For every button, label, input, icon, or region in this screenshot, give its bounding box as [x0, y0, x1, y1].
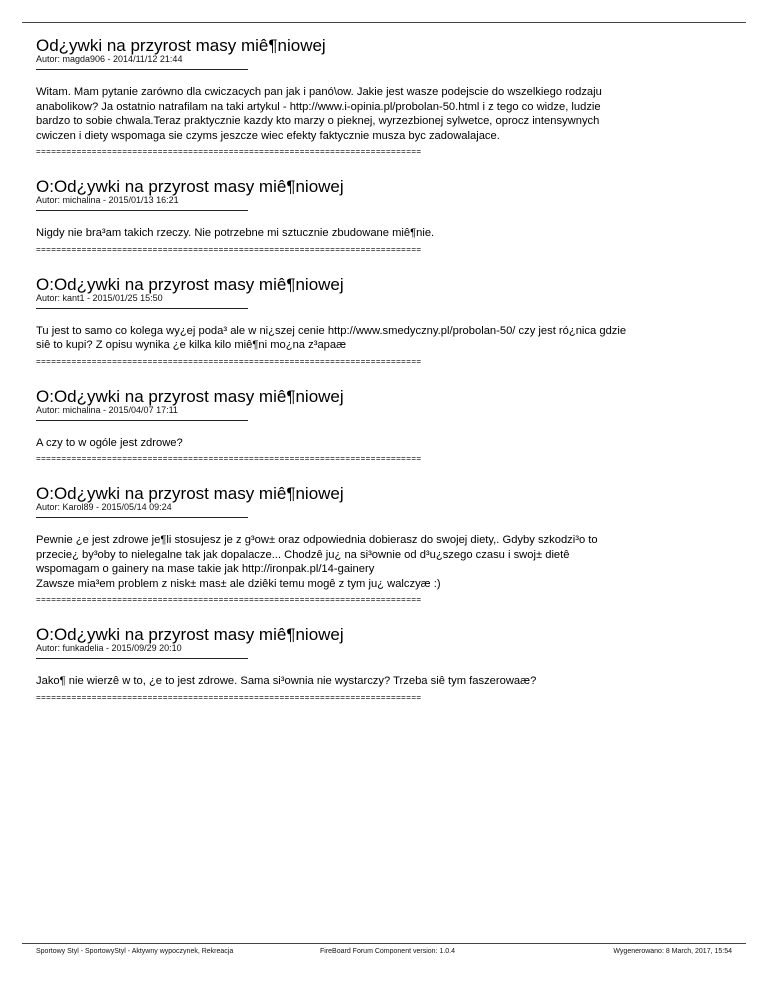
author-divider [36, 69, 248, 70]
post-body: Tu jest to samo co kolega wy¿ej poda³ ale w ni¿szej cenie http://www.smedyczny.pl/probolan-50/ czy jest ró¿nica gdzie siê to kupi? Z opisu wynika ¿e kilka kilo miê¶ni mo¿na z³apaæ [36, 324, 627, 351]
footer-site-name: Sportowy Styl - SportowyStyl - Aktywny wypoczynek, Rekreacja [36, 948, 234, 955]
post [36, 177, 736, 255]
post [36, 275, 736, 367]
post-body: Witam. Mam pytanie zarówno dla cwiczacych pan jak i panó\ow. Jakie jest wasze podejscie do wszelkiego rodzaju anabolikow? Ja ostatnio natrafilam na taki artykul - http://www.i-opinia.pl/probolan-50.html i z tego co widze, ludzie bardzo to sobie chwala.Teraz praktycznie kazdy kto marzy o pieknej, wyrzezbionej sylwetce, oprocz intensywnych cwiczen i diety wspomaga sie czyms jeszcze wiec efekty faktycznie musza byc zadowalajace. [36, 86, 602, 142]
author-divider [36, 658, 248, 659]
post-separator: ============================================================================ [36, 595, 422, 604]
post-separator: ============================================================================ [36, 356, 422, 366]
post-author: Autor: magda906 - 2014/11/12 21:44 [36, 54, 183, 64]
footer-generated-date: Wygenerowano: 8 March, 2017, 15:54 [613, 948, 732, 955]
author-divider [36, 308, 248, 309]
post-list [36, 36, 736, 703]
post [36, 387, 736, 465]
author-divider [36, 210, 248, 211]
post-title: O:Od¿ywki na przyrost masy miê¶niowej [36, 625, 344, 644]
author-divider [36, 517, 248, 518]
post-body: A czy to w ogóle jest zdrowe? [36, 436, 183, 449]
post-author: Autor: funkadelia - 2015/09/29 20:10 [36, 643, 182, 653]
post-separator: ============================================================================ [36, 454, 422, 463]
post-author: Autor: Karol89 - 2015/05/14 09:24 [36, 502, 172, 512]
post [36, 625, 736, 703]
footer-divider [22, 943, 746, 944]
post-title: O:Od¿ywki na przyrost masy miê¶niowej [36, 177, 344, 196]
post-title: O:Od¿ywki na przyrost masy miê¶niowej [36, 274, 344, 294]
author-divider [36, 420, 248, 421]
post-separator: ============================================================================ [36, 692, 422, 702]
footer-component-version: FireBoard Forum Component version: 1.0.4 [320, 948, 456, 955]
post-body: Nigdy nie bra³am takich rzeczy. Nie potrzebne mi sztucznie zbudowane miê¶nie. [36, 227, 435, 239]
post-author: Autor: michalina - 2015/04/07 17:11 [36, 404, 178, 415]
post-title: O:Od¿ywki na przyrost masy miê¶niowej [36, 484, 344, 503]
top-divider [22, 22, 746, 23]
post [36, 484, 736, 605]
post-title: O:Od¿ywki na przyrost masy miê¶niowej [36, 386, 344, 406]
post-body: Jako¶ nie wierzê w to, ¿e to jest zdrowe. Sama si³ownia nie wystarczy? Trzeba siê tym faszerowaæ? [36, 675, 537, 687]
post [36, 36, 736, 157]
post-body: Pewnie ¿e jest zdrowe je¶li stosujesz je z g³ow± oraz odpowiednia dobierasz do swojej diety,. Gdyby szkodzi³o to przecie¿ by³oby to nielegalne tak jak dopalacze... Chodzê ju¿ na si³ownie od d³u¿szego czasu i swoj± dietê wspomagam o gainery na mase takie jak http://ironpak.pl/14-gainery Zawsze mia³em problem z nisk± mas± ale dziêki temu mogê z tym ju¿ walczyæ :) [36, 534, 598, 590]
post-separator: ============================================================================ [36, 147, 422, 156]
post-title: Od¿ywki na przyrost masy miê¶niowej [36, 36, 326, 55]
post-author: Autor: michalina - 2015/01/13 16:21 [36, 195, 179, 205]
post-separator: ============================================================================ [36, 244, 422, 254]
post-author: Autor: kant1 - 2015/01/25 15:50 [36, 292, 163, 303]
